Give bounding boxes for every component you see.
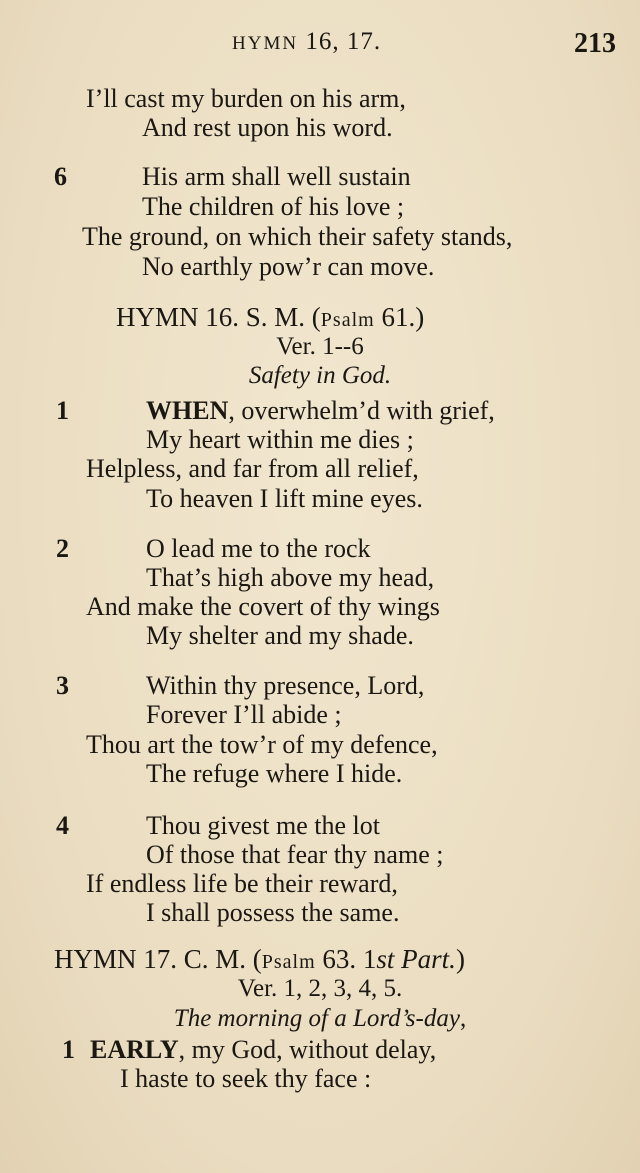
verse-line: The ground, on which their safety stands, bbox=[82, 222, 513, 251]
verse-line: No earthly pow’r can move. bbox=[142, 252, 435, 281]
hymn-16-subtitle: Safety in God. bbox=[248, 362, 392, 389]
verse-line: If endless life be their reward, bbox=[86, 869, 398, 898]
verse-line: Thou art the tow’r of my defence, bbox=[86, 730, 438, 759]
verse-line: Helpless, and far from all relief, bbox=[86, 454, 419, 483]
page-header bbox=[0, 28, 640, 68]
stanza-number: 4 bbox=[56, 811, 69, 840]
verse-line: O lead me to the rock bbox=[146, 534, 371, 563]
hymn-17-subtitle bbox=[0, 1004, 640, 1034]
page-number: 213 bbox=[574, 28, 616, 59]
verse-line: I shall possess the same. bbox=[146, 898, 400, 927]
verse-line bbox=[146, 396, 495, 426]
stanza-number: 3 bbox=[56, 671, 69, 700]
hymn-17-title-part: st Part. bbox=[376, 944, 456, 974]
verse-line: And rest upon his word. bbox=[142, 113, 393, 142]
verse-line: Of those that fear thy name ; bbox=[146, 840, 444, 869]
verse-line: The refuge where I hide. bbox=[146, 759, 403, 788]
stanza-number: 1 bbox=[56, 396, 69, 425]
hymn-16-verses: Ver. 1--6 bbox=[276, 333, 364, 360]
hymn-16-title-main: HYMN 16. S. M. ( bbox=[116, 302, 321, 332]
stanza-number: 1 bbox=[62, 1035, 75, 1064]
verse-line-rest: , my God, without delay, bbox=[178, 1035, 437, 1064]
verse-line: The children of his love ; bbox=[142, 192, 405, 221]
running-head-numbers: 16, 17. bbox=[305, 28, 382, 55]
verse-line: I’ll cast my burden on his arm, bbox=[86, 84, 406, 113]
first-word: WHEN bbox=[146, 396, 229, 425]
running-head-prefix: HYMN bbox=[232, 33, 299, 54]
stanza-number: 2 bbox=[56, 534, 69, 563]
verse-line bbox=[90, 1035, 436, 1065]
verse-line: I haste to seek thy face : bbox=[120, 1064, 372, 1093]
hymn-17-title bbox=[54, 944, 465, 977]
hymn-16-title-psalm: Psalm bbox=[320, 309, 375, 331]
hymn-17-title-psalm: Psalm bbox=[261, 951, 316, 973]
verse-line: Thou givest me the lot bbox=[146, 811, 380, 840]
verse-line: His arm shall well sustain bbox=[142, 162, 411, 191]
first-word: EARLY bbox=[90, 1035, 179, 1064]
hymn-17-title-main: HYMN 17. C. M. ( bbox=[54, 944, 262, 974]
running-head bbox=[232, 28, 381, 56]
verse-line: Within thy presence, Lord, bbox=[146, 671, 425, 700]
verse-line-rest: , overwhelm’d with grief, bbox=[228, 396, 495, 425]
hymn-17-subtitle-b: ’s-day bbox=[400, 1005, 460, 1032]
hymn-17-subtitle-c: , bbox=[459, 1005, 467, 1032]
verse-line: My heart within me dies ; bbox=[146, 425, 414, 454]
hymn-17-title-end: ) bbox=[455, 944, 465, 974]
verse-line: That’s high above my head, bbox=[146, 563, 435, 592]
verse-line: And make the covert of thy wings bbox=[86, 592, 440, 621]
stanza-number: 6 bbox=[54, 162, 67, 191]
hymn-17-subtitle-a: The morning of a Lord bbox=[173, 1005, 401, 1032]
verse-line: To heaven I lift mine eyes. bbox=[146, 484, 423, 513]
hymn-16-title-end: 61.) bbox=[374, 302, 425, 332]
hymn-17-verses: Ver. 1, 2, 3, 4, 5. bbox=[237, 975, 403, 1002]
verse-line: Forever I’ll abide ; bbox=[146, 700, 342, 729]
hymn-16-title bbox=[116, 302, 424, 335]
verse-line: My shelter and my shade. bbox=[146, 621, 414, 650]
hymn-17-title-mid: 63. 1 bbox=[315, 944, 377, 974]
